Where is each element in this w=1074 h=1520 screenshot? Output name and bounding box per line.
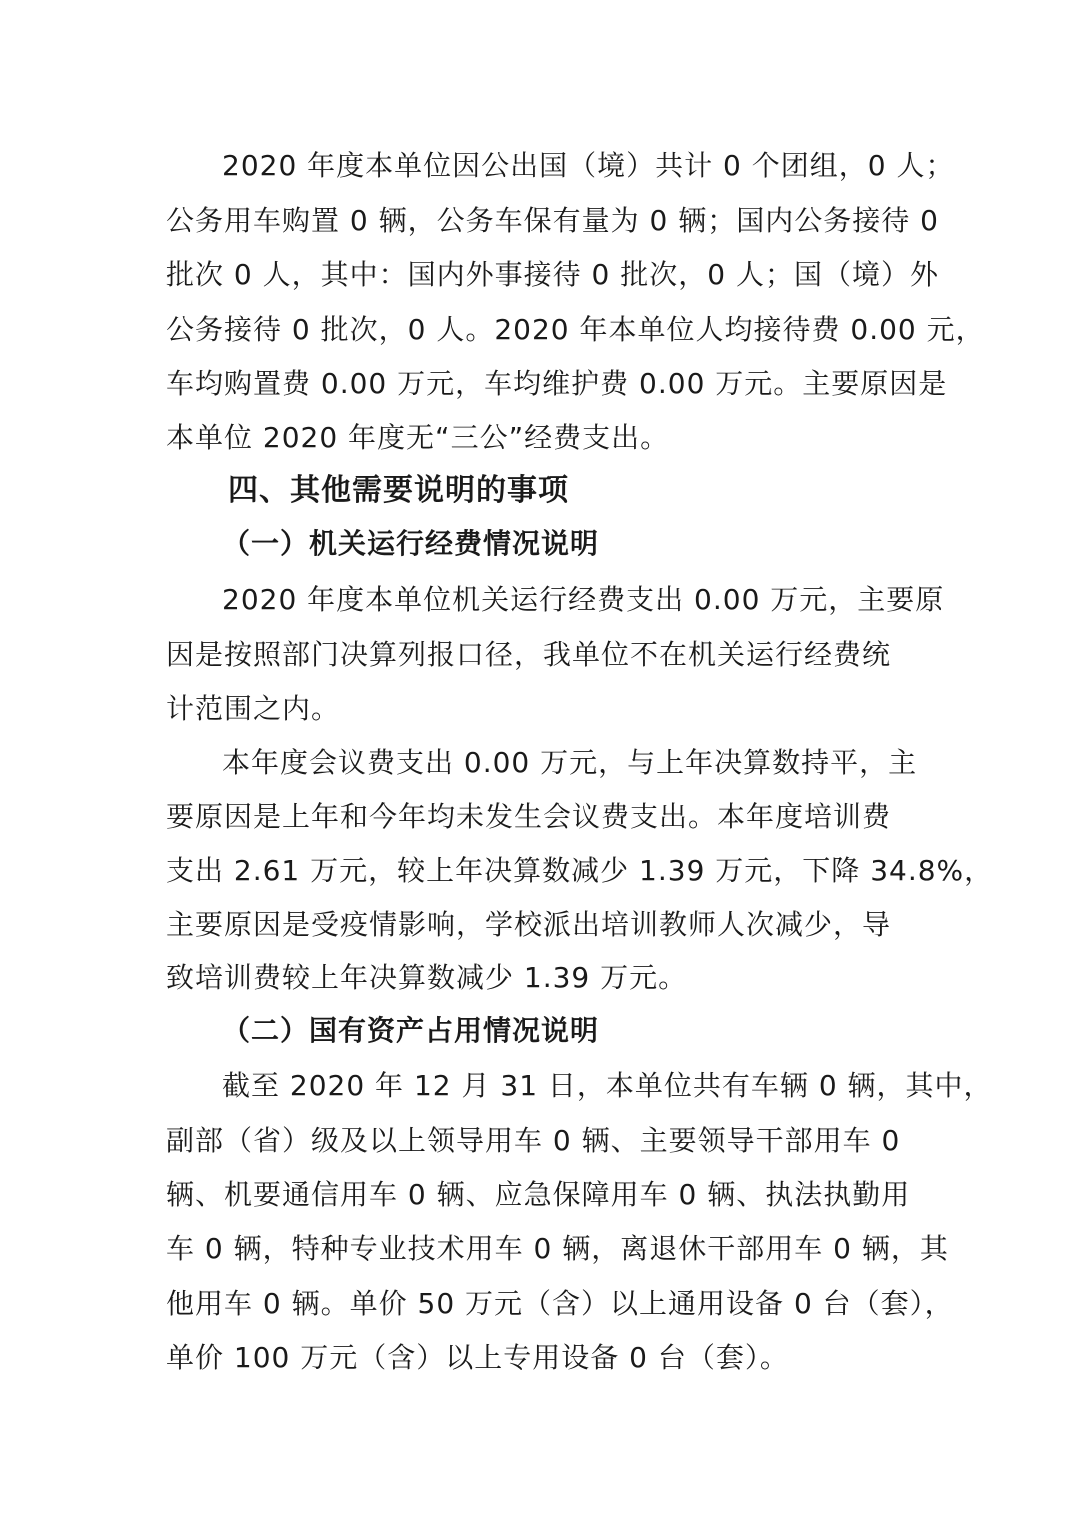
paragraph-line: 本单位 2020 年度无“三公”经费支出。 <box>166 421 670 454</box>
paragraph-line: 2020 年度本单位机关运行经费支出 0.00 万元，主要原 <box>222 583 945 616</box>
paragraph-line: 计范围之内。 <box>166 692 341 725</box>
paragraph-line: 批次 0 人，其中：国内外事接待 0 批次，0 人；国（境）外 <box>166 258 939 291</box>
paragraph-line: 单价 100 万元（含）以上专用设备 0 台（套）。 <box>166 1341 789 1374</box>
section-heading: 四、其他需要说明的事项 <box>228 473 569 508</box>
paragraph-line: 致培训费较上年决算数减少 1.39 万元。 <box>166 961 688 994</box>
paragraph-line: 他用车 0 辆。单价 50 万元（含）以上通用设备 0 台（套）， <box>166 1287 954 1320</box>
paragraph-line: 公务用车购置 0 辆，公务车保有量为 0 辆；国内公务接待 0 <box>166 204 939 237</box>
paragraph-line: 公务接待 0 批次，0 人。2020 年本单位人均接待费 0.00 元， <box>166 313 985 346</box>
paragraph-line: 要原因是上年和今年均未发生会议费支出。本年度培训费 <box>166 800 892 833</box>
paragraph-line: 车 0 辆，特种专业技术用车 0 辆，离退休干部用车 0 辆，其 <box>166 1232 949 1265</box>
paragraph-line: 副部（省）级及以上领导用车 0 辆、主要领导干部用车 0 <box>166 1124 901 1157</box>
paragraph-line: 支出 2.61 万元，较上年决算数减少 1.39 万元，下降 34.8%， <box>166 854 994 887</box>
paragraph-line: 截至 2020 年 12 月 31 日，本单位共有车辆 0 辆，其中， <box>222 1069 993 1102</box>
paragraph-line: 车均购置费 0.00 万元，车均维护费 0.00 万元。主要原因是 <box>166 367 948 400</box>
paragraph-line: 2020 年度本单位因公出国（境）共计 0 个团组，0 人； <box>222 149 955 182</box>
subsection-heading: （二）国有资产占用情况说明 <box>222 1014 600 1047</box>
paragraph-line: 主要原因是受疫情影响，学校派出培训教师人次减少，导 <box>166 908 892 941</box>
paragraph-line: 本年度会议费支出 0.00 万元，与上年决算数持平，主 <box>222 746 918 779</box>
paragraph-line: 辆、机要通信用车 0 辆、应急保障用车 0 辆、执法执勤用 <box>166 1178 911 1211</box>
paragraph-line: 因是按照部门决算列报口径，我单位不在机关运行经费统 <box>166 638 892 671</box>
subsection-heading: （一）机关运行经费情况说明 <box>222 527 600 560</box>
